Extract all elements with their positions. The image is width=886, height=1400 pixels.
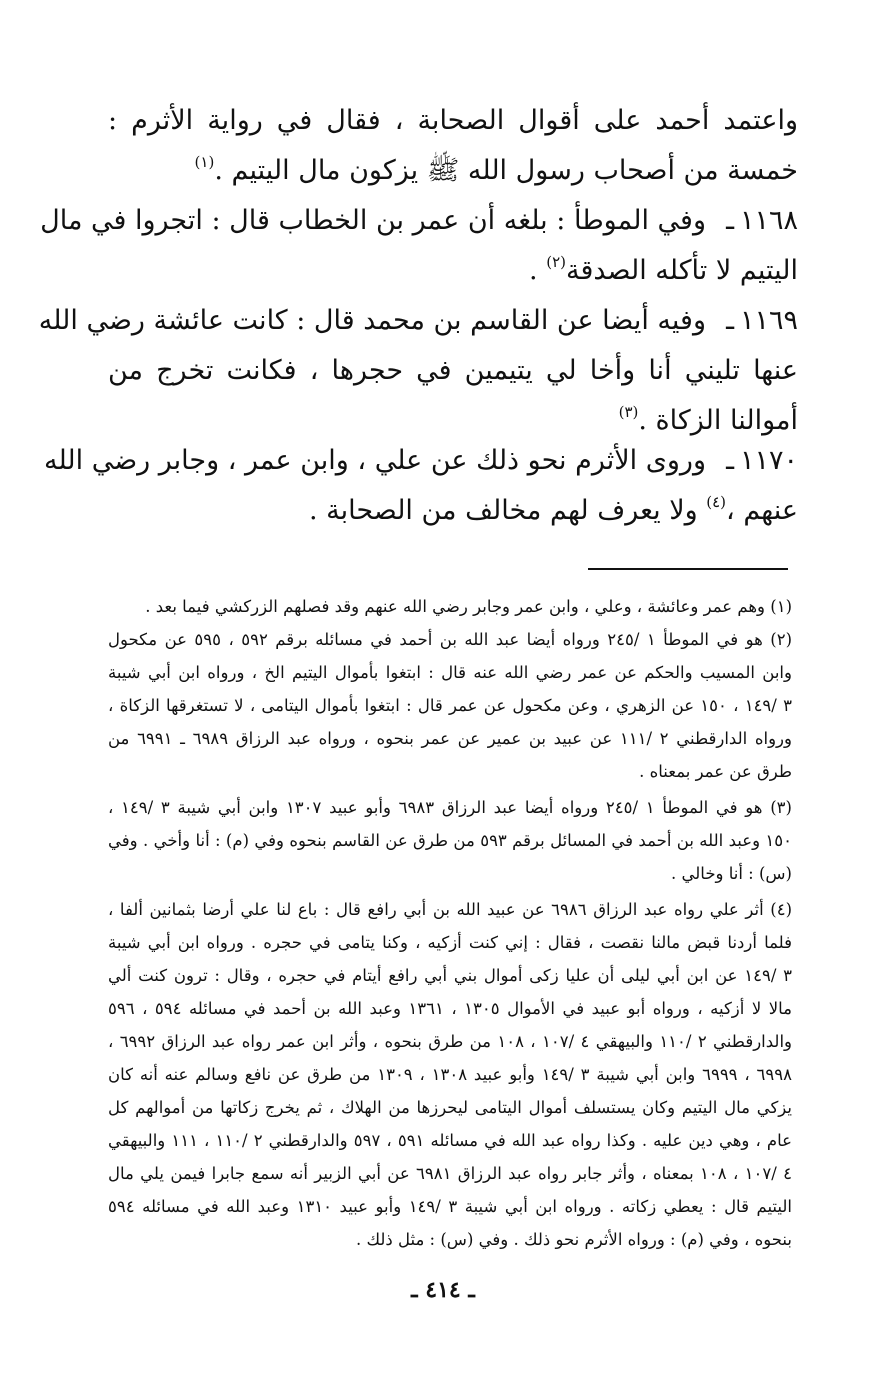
footnote-ref: (٤) [706,493,727,511]
entry-line-text: اليتيم لا تأكله الصدقة [566,255,798,286]
footnote-ref: (٢) [546,253,566,271]
entry-number-value: ١١٦٨ [739,205,798,236]
footnote-line: طرق عن عمر بمعناه . [639,762,792,781]
footnote-line: عام ، وهي دين عليه . وكذا رواه عبد الله في مسائله ٥٩١ ، ٥٩٧ والدارقطني ٢ /١١٠ ، ١١١ والبيهقي [108,1131,792,1150]
entry-line-tail: . [529,255,547,286]
footnote-line: (٤) أثر علي رواه عبد الرزاق ٦٩٨٦ عن عبيد الله بن أبي رافع قال : باع لنا علي أرضا بثمانين ألفا ، [108,900,792,919]
footnote-line: مالا لا أزكيه ، ورواه أبو عبيد في الأموال ١٣٠٥ ، ١٣٦١ وعبد الله بن أحمد في مسائله ٥٩٤ ، ٥٩٦ [108,999,792,1018]
footnote-line: يزكي مال اليتيم وكان يستسلف أموال اليتامى ليحرزها من الهلاك ، ثم يخرج زكاتها من أموالهم كل [108,1098,792,1117]
footnote-ref: (١) [194,153,215,171]
entry-number [726,436,798,486]
footnote-ref: (٣) [618,403,639,421]
footnote-line: (٣) هو في الموطأ ١ /٢٤٥ ورواه أيضا عبد الرزاق ٦٩٨٣ وأبو عبيد ١٣٠٧ وابن أبي شيبة ٣ /١٤٩ ، [108,798,792,817]
entry-number-value: ١١٧٠ [739,445,798,476]
footnote-separator [588,568,788,570]
entry-dash: ـ [726,305,734,336]
entry-line [108,486,798,536]
footnote-line: ٦٩٩٨ ، ٦٩٩٩ وابن أبي شيبة ٣ /١٤٩ وأبو عبيد ١٣٠٨ ، ١٣٠٩ من طرق عن نافع وسالم عنه أنه كان [108,1065,792,1084]
intro-line-2-text: خمسة من أصحاب رسول الله ﷺ يزكون مال اليتيم . [214,155,798,186]
intro-line-2 [108,146,798,196]
footnote-line: ٤ /١٠٧ ، ١٠٨ بمعناه ، وأثر جابر رواه عبد الرزاق ٦٩٨١ عن أبي الزبير أنه سمع جابرا فيمن يلي مال [108,1164,792,1183]
entry-line: وفيه أيضا عن القاسم بن محمد قال : كانت عائشة رضي الله [38,305,706,336]
footnote-line: (١) وهم عمر وعائشة ، وعلي ، وابن عمر وجابر رضي الله عنهم وقد فصلهم الزركشي فيما بعد . [145,597,792,616]
intro-line-1: واعتمد أحمد على أقوال الصحابة ، فقال في رواية الأثرم : [108,105,798,136]
entry-line [108,246,798,296]
entry-number [726,296,798,346]
entry-line-tail: ولا يعرف لهم مخالف من الصحابة . [308,495,707,526]
entry-line: وروى الأثرم نحو ذلك عن علي ، وابن عمر ، وجابر رضي الله [43,445,706,476]
footnote-line: اليتيم قال : يعطي زكاته . ورواه ابن أبي شيبة ٣ /١٤٩ وأبو عبيد ١٣١٠ وعبد الله في مسائله ٥٩٤ [108,1197,792,1216]
entry-line: عنها تليني أنا وأخا لي يتيمين في حجرها ، فكانت تخرج من [108,355,798,386]
entry-line-text: أموالنا الزكاة . [638,405,798,436]
footnote-line: ٣ /١٤٩ ، ١٥٠ عن الزهري ، وعن مكحول عن عمر قال : ابتغوا بأموال اليتامى ، لا تستغرقها الزكاة ، [108,696,792,715]
footnote-line: ورواه الدارقطني ٢ /١١١ عن عبيد بن عمير عن عمر بنحوه ، ورواه عبد الرزاق ٦٩٨٩ ـ ٦٩٩١ من [108,729,792,748]
footnote-line: فلما أردنا قبض مالنا نقصت ، فقال : إني كنت أزكيه ، وكنا يتامى في حجره . ورواه ابن أبي شيبة [108,933,792,952]
entry-line-text: عنهم ، [726,495,798,526]
entry-number-value: ١١٦٩ [739,305,798,336]
entry-line: وفي الموطأ : بلغه أن عمر بن الخطاب قال : اتجروا في مال [40,205,706,236]
footnote-line: والدارقطني ٢ /١١٠ والبيهقي ٤ /١٠٧ ، ١٠٨ من طرق بنحوه ، وأثر ابن عمر رواه عبد الرزاق ٦٩٩٢ ، [108,1032,793,1051]
footnote-line: وابن المسيب والحكم عن عمر رضي الله عنه قال : ابتغوا بأموال اليتيم الخ ، ورواه ابن أبي شيبة [108,663,792,682]
page-number: ـ ٤١٤ ـ [411,1277,475,1303]
entry-dash: ـ [726,445,734,476]
footnote-line: بنحوه ، وفي (م) : ورواه الأثرم نحو ذلك . وفي (س) : مثل ذلك . [355,1230,792,1249]
footnote-line: (س) : أنا وخالي . [671,864,792,883]
entry-dash: ـ [726,205,734,236]
entry-number [726,196,798,246]
footnote-line: ١٥٠ وعبد الله بن أحمد في المسائل برقم ٥٩٣ من طرق عن القاسم بنحوه وفي (م) : أنا وأخي . وفي [108,831,792,850]
footnote-line: ٣ /١٤٩ عن ابن أبي ليلى أن عليا زكى أموال بني أبي رافع أيتام في حجره ، وقال : ترون كنت ألي [108,966,792,985]
footnote-line: (٢) هو في الموطأ ١ /٢٤٥ ورواه أيضا عبد الله بن أحمد في مسائله برقم ٥٩٢ ، ٥٩٥ عن مكحول [108,630,792,649]
